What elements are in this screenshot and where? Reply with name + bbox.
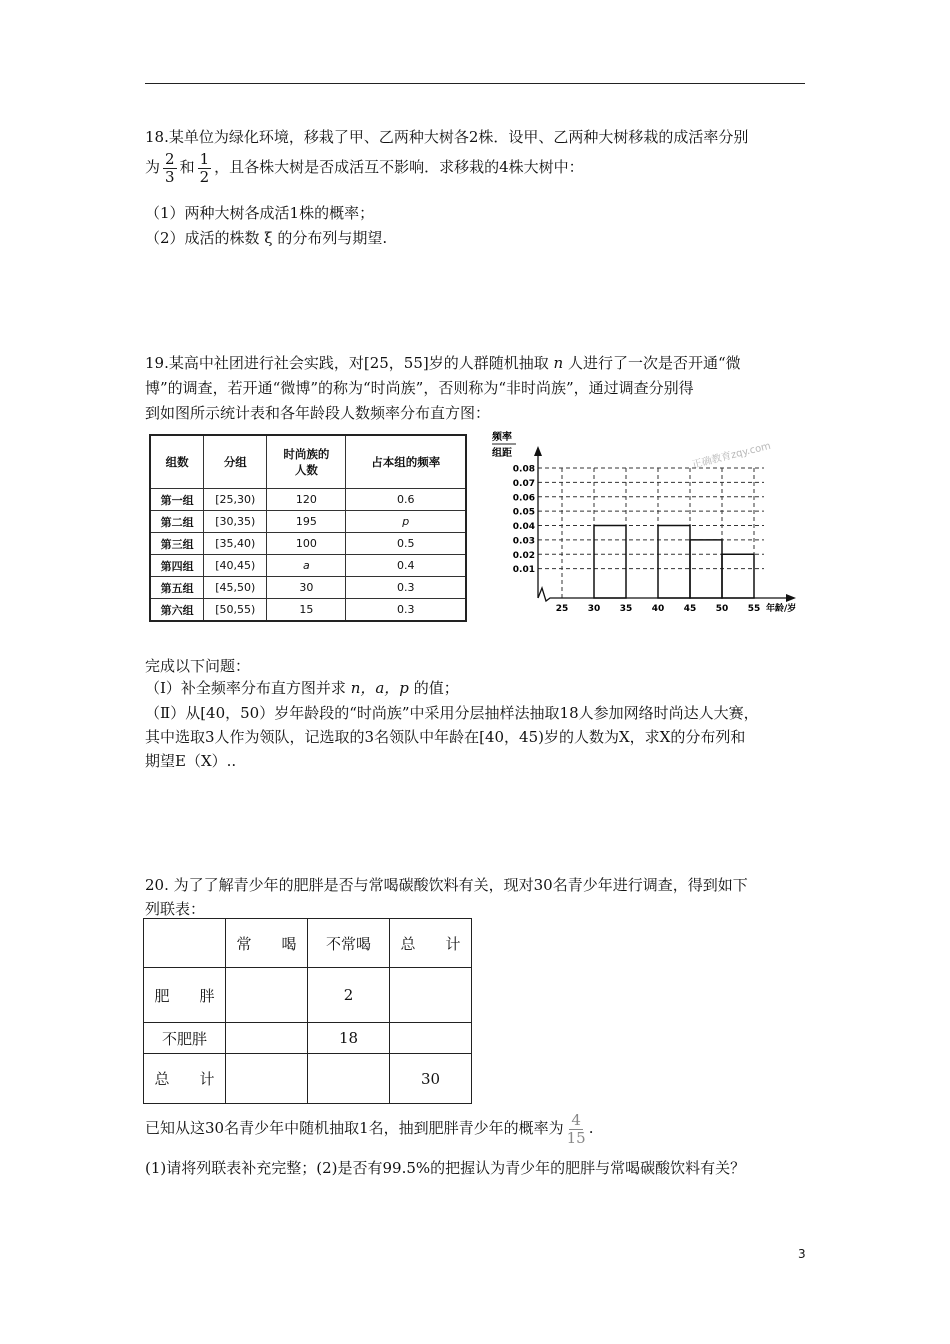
header-cell: 分组 [204, 435, 267, 489]
x-tick-label: 55 [747, 604, 761, 614]
q18-he: 和 [179, 158, 195, 176]
q18-line1: 18.某单位为绿化环境，移栽了甲、乙两种大树各2株．设甲、乙两种大树移栽的成活率分别 [145, 128, 749, 146]
header-cell: 组数 [150, 435, 204, 489]
table-row: 肥 胖 2 [144, 968, 472, 1023]
q18-line2 [145, 150, 584, 186]
y-tick-label: 0.04 [512, 522, 535, 532]
y-tick-label: 0.03 [512, 536, 535, 547]
y-tick-label: 0.02 [512, 550, 535, 561]
x-tick-label: 40 [651, 604, 665, 614]
page-number: 3 [798, 1247, 806, 1261]
vars-n-a-p: n，a，p [350, 679, 409, 697]
q20-frac: $\frac{4}{15}$ [566, 1110, 586, 1147]
var-n: n [553, 354, 564, 372]
x-axis-arrow [786, 594, 796, 602]
q19-line1: 19.某高中社团进行社会实践，对[25，55]岁的人群随机抽取 n 人进行了一次是否开通“微 [145, 354, 741, 372]
q18-item2: （2）成活的株数 ξ 的分布列与期望. [145, 229, 388, 247]
table-row: 第三组 [35,40) 100 0.5 [150, 533, 466, 555]
x-tick-label: 35 [619, 604, 633, 614]
y-axis-arrow [534, 446, 542, 456]
q18-line2-rest: ，且各株大树是否成活互不影响．求移栽的4株大树中： [214, 158, 584, 176]
xlabel: 年龄/岁 [766, 604, 797, 614]
q18-wei: 为 [145, 158, 161, 176]
stat-table-header [150, 435, 466, 489]
x-tick-label: 50 [715, 604, 729, 614]
x-tick-label: 30 [587, 604, 601, 614]
y-tick-label: 0.05 [512, 507, 535, 518]
y-tick-label: 0.07 [512, 478, 535, 489]
histogram-bar [722, 554, 754, 598]
ct-header-row: 常 喝 不常喝 总 计 [144, 919, 472, 968]
x-tick-label: 45 [683, 604, 697, 614]
y-tick-label: 0.01 [512, 565, 535, 576]
stat-table [149, 434, 467, 622]
q20-line3: 已知从这30名青少年中随机抽取1名，抽到肥胖青少年的概率为 $\frac{4}{15}$ . [145, 1110, 594, 1147]
ylabel-bottom: 组距 [492, 448, 512, 459]
q19-part2-line1: （Ⅱ）从[40，50）岁年龄段的“时尚族”中采用分层抽样法抽取18人参加网络时尚达人大赛， [145, 704, 759, 722]
y-tick-label: 0.06 [512, 493, 535, 504]
q19-line3: 到如图所示统计表和各年龄段人数频率分布直方图： [145, 404, 491, 422]
histogram-bar [594, 526, 626, 599]
y-tick-label: 0.08 [512, 464, 535, 475]
contingency-table [143, 918, 472, 1104]
table-row: 第四组 [40,45) a 0.4 [150, 555, 466, 577]
top-rule [145, 83, 805, 84]
q19-complete: 完成以下问题： [145, 657, 251, 675]
ylabel-top: 频率 [492, 432, 512, 443]
histogram-bar [658, 526, 690, 599]
q18-frac2: $\frac{1}{2}$ [199, 149, 210, 186]
table-row: 不肥胖 18 [144, 1023, 472, 1054]
table-row: 总 计 30 [144, 1054, 472, 1104]
q19-part1: （Ⅰ）补全频率分布直方图并求 n，a，p 的值； [145, 679, 459, 697]
watermark: 正确教育zqy.com [691, 440, 772, 471]
frequency-histogram [488, 428, 813, 618]
x-tick-label: 25 [555, 604, 569, 614]
x-axis [538, 588, 788, 601]
q18-frac1: $\frac{2}{3}$ [165, 149, 175, 186]
table-row: 第一组 [25,30) 120 0.6 [150, 489, 466, 511]
table-row: 第二组 [30,35) 195 p [150, 511, 466, 533]
q19-line2: 博”的调查，若开通“微博”的称为“时尚族”，否则称为“非时尚族”，通过调查分别得 [145, 379, 694, 397]
q19-part2-line3: 期望E（X）.. [145, 752, 237, 770]
table-row: 第五组 [45,50) 30 0.3 [150, 577, 466, 599]
header-cell: 时尚族的 人数 [267, 435, 346, 489]
q18-item1: （1）两种大树各成活1株的概率； [145, 204, 375, 222]
q20-line1: 20. 为了了解青少年的肥胖是否与常喝碳酸饮料有关，现对30名青少年进行调查，得到如下 [145, 876, 748, 894]
q20-line4: (1)请将列联表补充完整；(2)是否有99.5%的把握认为青少年的肥胖与常喝碳酸饮料有关？ [145, 1159, 746, 1177]
table-row: 第六组 [50,55) 15 0.3 [150, 599, 466, 622]
header-cell: 占本组的频率 [346, 435, 466, 489]
q20-line2: 列联表： [145, 900, 206, 918]
q19-part2-line2: 其中选取3人作为领队，记选取的3名领队中年龄在[40，45)岁的人数为X，求X的分布列和 [145, 728, 746, 746]
